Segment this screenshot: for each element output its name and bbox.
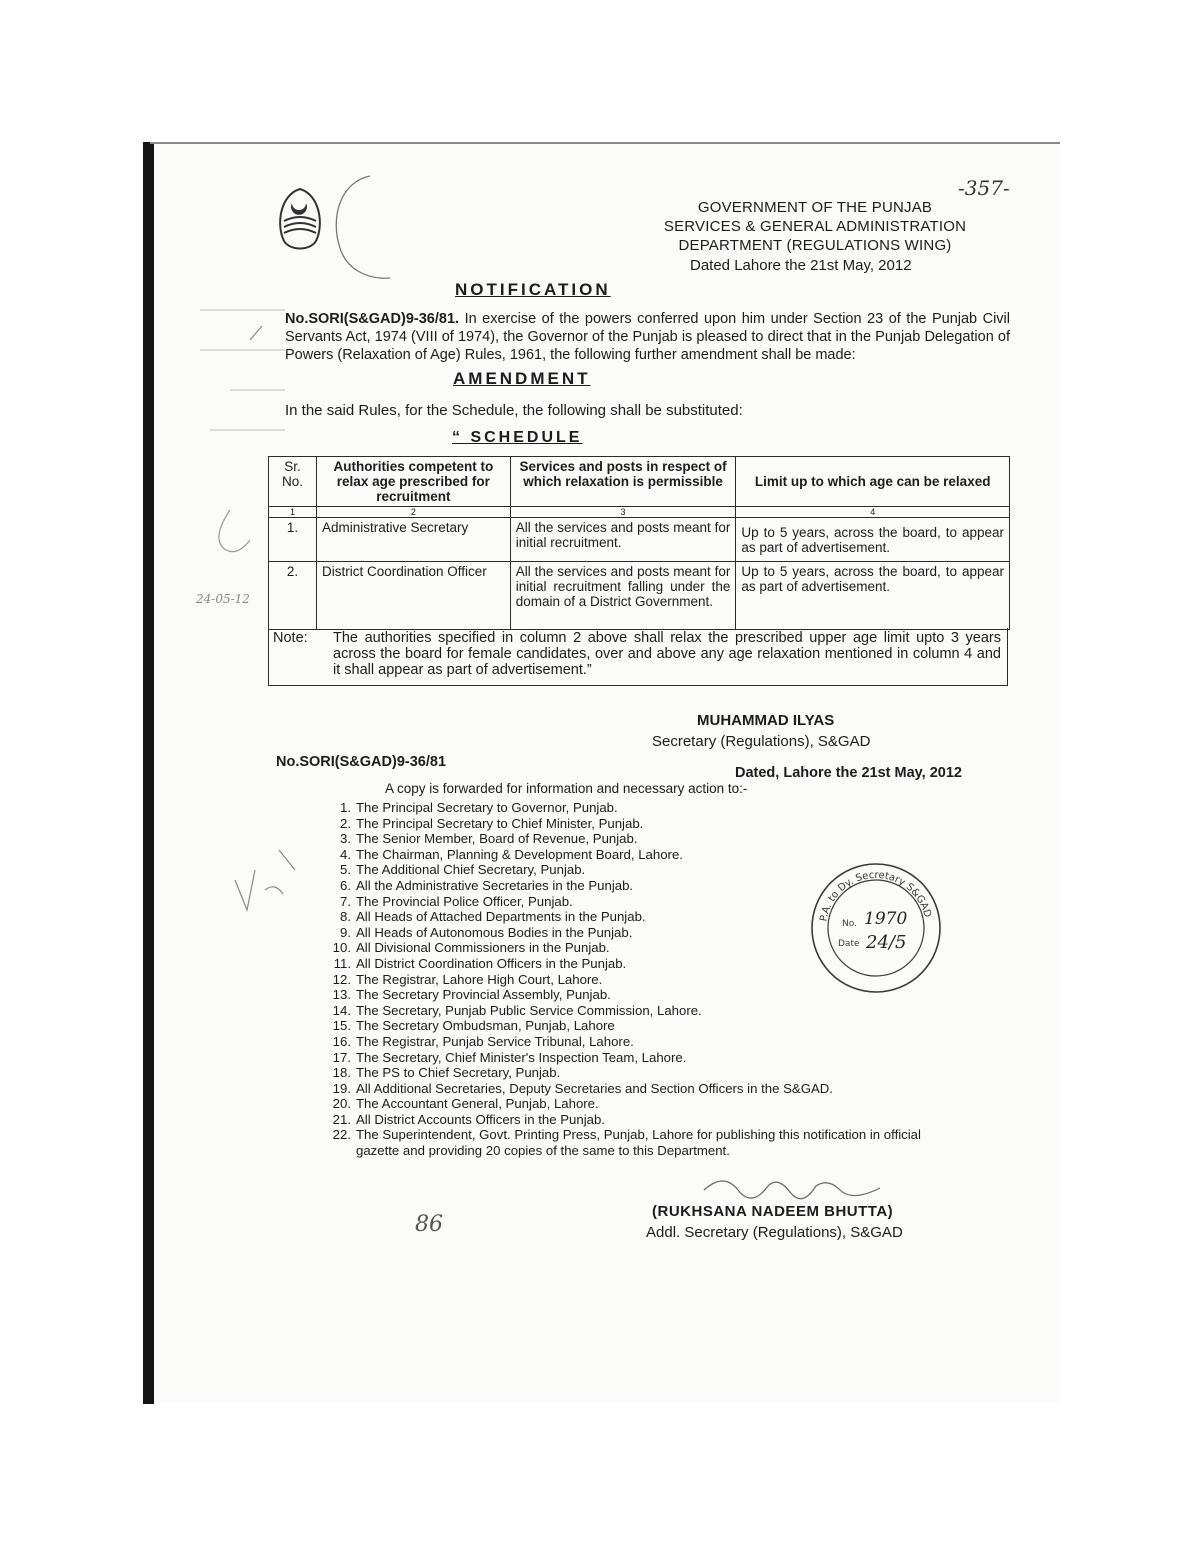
notification-paragraph [285, 310, 1010, 364]
recipient-text: All Additional Secretaries, Deputy Secretaries and Section Officers in the S&GAD. [356, 1080, 833, 1096]
row-limit: Up to 5 years, across the board, to appear as part of advertisement. [736, 562, 1010, 630]
recipient-number: 13. [332, 987, 351, 1003]
header-services: Services and posts in respect of which relaxation is permissible [510, 457, 736, 507]
signature-scribble [700, 1168, 920, 1200]
recipient-text: All Heads of Attached Departments in the Punjab. [356, 909, 646, 925]
handwritten-number: 86 [415, 1212, 443, 1237]
department-header [600, 198, 1030, 255]
recipient-text: The Additional Chief Secretary, Punjab. [356, 862, 586, 878]
row-sr: 2. [269, 562, 317, 630]
schedule-note [268, 628, 1008, 686]
handwritten-margin-date: 24-05-12 [196, 592, 250, 606]
recipient-number: 19. [332, 1080, 351, 1096]
recipient-number: 7. [340, 893, 351, 909]
list-item [323, 800, 933, 816]
column-number: 2 [316, 507, 510, 518]
recipient-number: 17. [332, 1049, 351, 1065]
recipient-number: 12. [332, 971, 351, 987]
recipient-text: The Superintendent, Govt. Printing Press, Punjab, Lahore for publishing this notification in official gazette and providing 20 copies of the same to this Department. [356, 1127, 921, 1159]
recipient-number: 5. [340, 862, 351, 878]
header-sr-no: Sr. No. [269, 457, 317, 507]
list-item [323, 831, 933, 847]
schedule-table [268, 456, 1010, 630]
list-item [323, 1034, 933, 1050]
recipient-text: The Senior Member, Board of Revenue, Punjab. [356, 831, 638, 847]
margin-pen-marks [225, 840, 315, 960]
recipient-number: 11. [333, 955, 351, 971]
forwarding-ref: No.SORI(S&GAD)9-36/81 [276, 754, 447, 770]
recipient-text: All Heads of Autonomous Bodies in the Punjab. [356, 924, 633, 940]
row-services: All the services and posts meant for initial recruitment. [510, 518, 736, 562]
recipient-number: 6. [340, 877, 351, 893]
list-item [323, 1050, 933, 1066]
recipient-text: The Secretary Provincial Assembly, Punjab. [356, 987, 611, 1003]
row-sr: 1. [269, 518, 317, 562]
row-authority: District Coordination Officer [316, 562, 510, 630]
schedule-header-row [269, 457, 1010, 507]
stamp-text: P.A. to Dy. Secretary S&GAD [818, 869, 933, 923]
stamp-date-label: Date [838, 939, 860, 949]
column-number: 3 [510, 507, 736, 518]
recipient-number: 2. [340, 815, 351, 831]
recipient-text: The Registrar, Punjab Service Tribunal, Lahore. [356, 1033, 634, 1049]
recipient-text: The Secretary, Punjab Public Service Commission, Lahore. [356, 1002, 702, 1018]
recipient-number: 21. [332, 1111, 351, 1127]
note-text: The authorities specified in column 2 above shall relax the prescribed upper age limit upto 3 years across the board for female candidates, over and above any age relaxation mentioned in column 4 and it shall appear as part of advertisement.” [333, 630, 1001, 678]
row-limit: Up to 5 years, across the board, to appear as part of advertisement. [736, 518, 1010, 562]
list-item [323, 1112, 933, 1128]
recipient-number: 9. [340, 924, 351, 940]
column-number: 4 [736, 507, 1010, 518]
header-line-3: DEPARTMENT (REGULATIONS WING) [678, 237, 952, 254]
pen-scribble-decoration [300, 168, 420, 288]
list-item [323, 1018, 933, 1034]
header-line-1: GOVERNMENT OF THE PUNJAB [697, 199, 933, 216]
list-item [323, 1127, 933, 1158]
recipient-text: All District Accounts Officers in the Punjab. [356, 1111, 605, 1127]
notification-ref: No.SORI(S&GAD)9-36/81. [285, 311, 460, 327]
recipient-number: 18. [332, 1065, 351, 1081]
recipient-number: 3. [340, 831, 351, 847]
margin-pen-marks [190, 300, 290, 460]
header-date: Dated Lahore the 21st May, 2012 [690, 257, 912, 274]
recipient-number: 22. [332, 1127, 351, 1143]
recipient-text: The Secretary, Chief Minister's Inspection Team, Lahore. [356, 1049, 687, 1065]
column-number: 1 [269, 507, 317, 518]
forwarding-intro: A copy is forwarded for information and necessary action to:- [385, 781, 748, 796]
stamp-no-value: 1970 [864, 909, 908, 929]
recipient-text: All District Coordination Officers in the Punjab. [356, 955, 627, 971]
recipient-text: The Chairman, Planning & Development Board, Lahore. [356, 846, 683, 862]
header-limit: Limit up to which age can be relaxed [736, 457, 1010, 507]
recipient-number: 16. [332, 1033, 351, 1049]
header-line-2: SERVICES & GENERAL ADMINISTRATION [663, 218, 967, 235]
recipient-number: 14. [332, 1002, 351, 1018]
header-authority: Authorities competent to relax age prescribed for recruitment [316, 457, 510, 507]
amendment-title: AMENDMENT [453, 369, 591, 388]
recipient-text: The Principal Secretary to Governor, Punjab. [356, 800, 618, 815]
recipient-number: 20. [332, 1096, 351, 1112]
list-item [323, 816, 933, 832]
margin-pen-marks [200, 500, 260, 560]
list-item [323, 1065, 933, 1081]
signatory-2-designation: Addl. Secretary (Regulations), S&GAD [646, 1224, 903, 1241]
list-item [323, 1081, 933, 1097]
notification-body: In exercise of the powers conferred upon him under Section 23 of the Punjab Civil Servants Act, 1974 (VIII of 1974), the Governor of the Punjab is pleased to direct that in the Punjab Delegation of Powers (Relaxation of Age) Rules, 1961, the following further amendment shall be made: [285, 311, 1011, 363]
stamp-no-label: No. [842, 919, 857, 929]
recipient-text: The Secretary Ombudsman, Punjab, Lahore [356, 1018, 615, 1034]
row-services: All the services and posts meant for initial recruitment falling under the domain of a District Government. [510, 562, 736, 630]
recipient-text: The Registrar, Lahore High Court, Lahore. [356, 971, 603, 987]
recipient-number: 10. [332, 940, 351, 956]
amendment-text: In the said Rules, for the Schedule, the following shall be substituted: [285, 402, 743, 419]
signatory-1-designation: Secretary (Regulations), S&GAD [652, 733, 871, 750]
table-row [269, 518, 1010, 562]
row-authority: Administrative Secretary [316, 518, 510, 562]
recipient-text: The Provincial Police Officer, Punjab. [356, 893, 573, 909]
office-stamp [808, 860, 944, 996]
table-row [269, 562, 1010, 630]
list-item [323, 1003, 933, 1019]
notification-title: NOTIFICATION [455, 280, 611, 299]
recipient-number: 15. [332, 1018, 351, 1034]
recipient-text: The Accountant General, Punjab, Lahore. [356, 1096, 599, 1112]
recipient-text: All the Administrative Secretaries in the Punjab. [356, 877, 634, 893]
recipient-text: The Principal Secretary to Chief Minister, Punjab. [356, 815, 644, 831]
signatory-1-name: MUHAMMAD ILYAS [697, 712, 835, 729]
recipient-text: All Divisional Commissioners in the Punjab. [356, 940, 610, 956]
stamp-date-value: 24/5 [866, 932, 907, 953]
signatory-2-name: (RUKHSANA NADEEM BHUTTA) [652, 1203, 894, 1220]
schedule-title: “ SCHEDULE [452, 429, 583, 446]
recipient-number: 1. [340, 800, 351, 815]
handwritten-page-number: -357- [958, 176, 1010, 200]
recipient-number: 4. [340, 846, 351, 862]
list-item [323, 1096, 933, 1112]
recipient-text: The PS to Chief Secretary, Punjab. [356, 1065, 561, 1081]
note-label: Note: [273, 630, 308, 646]
recipient-number: 8. [340, 909, 351, 925]
forwarding-date: Dated, Lahore the 21st May, 2012 [735, 765, 962, 781]
column-number-row [269, 507, 1010, 518]
